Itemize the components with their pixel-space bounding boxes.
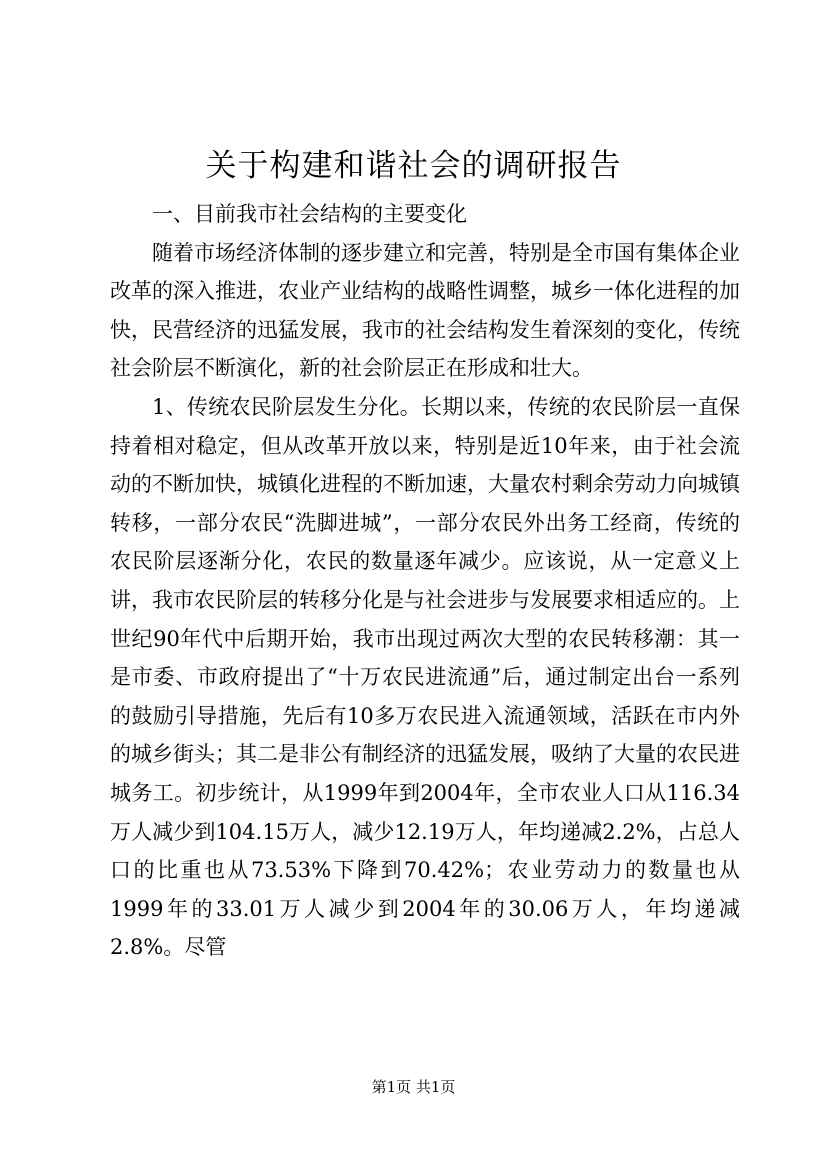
document-title: 关于构建和谐社会的调研报告 [205, 148, 622, 184]
body-paragraph-2: 1、传统农民阶层发生分化。长期以来，传统的农民阶层一直保持着相对稳定，但从改革开放以来，特别是近10年来，由于社会流动的不断加快，城镇化进程的不断加速，大量农村剩余劳动力向城镇转移，一部分农民“洗脚进城”，一部分农民外出务工经商，传统的农民阶层逐渐分化，农民的数量逐年减少。应该说，从一定意义上讲，我市农民阶层的转移分化是与社会进步与发展要求相适应的。上世纪90年代中后期开始，我市出现过两次大型的农民转移潮：其一是市委、市政府提出了“十万农民进流通”后，通过制定出台一系列的鼓励引导措施，先后有10多万农民进入流通领域，活跃在市内外的城乡街头；其二是非公有制经济的迅猛发展，吸纳了大量的农民进城务工。初步统计，从1999年到2004年，全市农业人口从116.34万人减少到104.15万人，减少12.19万人，年均递减2.2%，占总人口的比重也从73.53%下降到70.42%；农业劳动力的数量也从1999年的33.01万人减少到2004年的30.06万人，年均递减2.8%。尽管 [110, 394, 740, 960]
page-footer: 第1页 共1页 [371, 1078, 456, 1096]
section-heading: 一、目前我市社会结构的主要变化 [152, 202, 467, 226]
body-paragraph-1: 随着市场经济体制的逐步建立和完善，特别是全市国有集体企业改革的深入推进，农业产业结构的战略性调整，城乡一体化进程的加快，民营经济的迅猛发展，我市的社会结构发生着深刻的变化，传统社会阶层不断演化，新的社会阶层正在形成和壮大。 [110, 240, 740, 381]
document-body [110, 195, 740, 967]
